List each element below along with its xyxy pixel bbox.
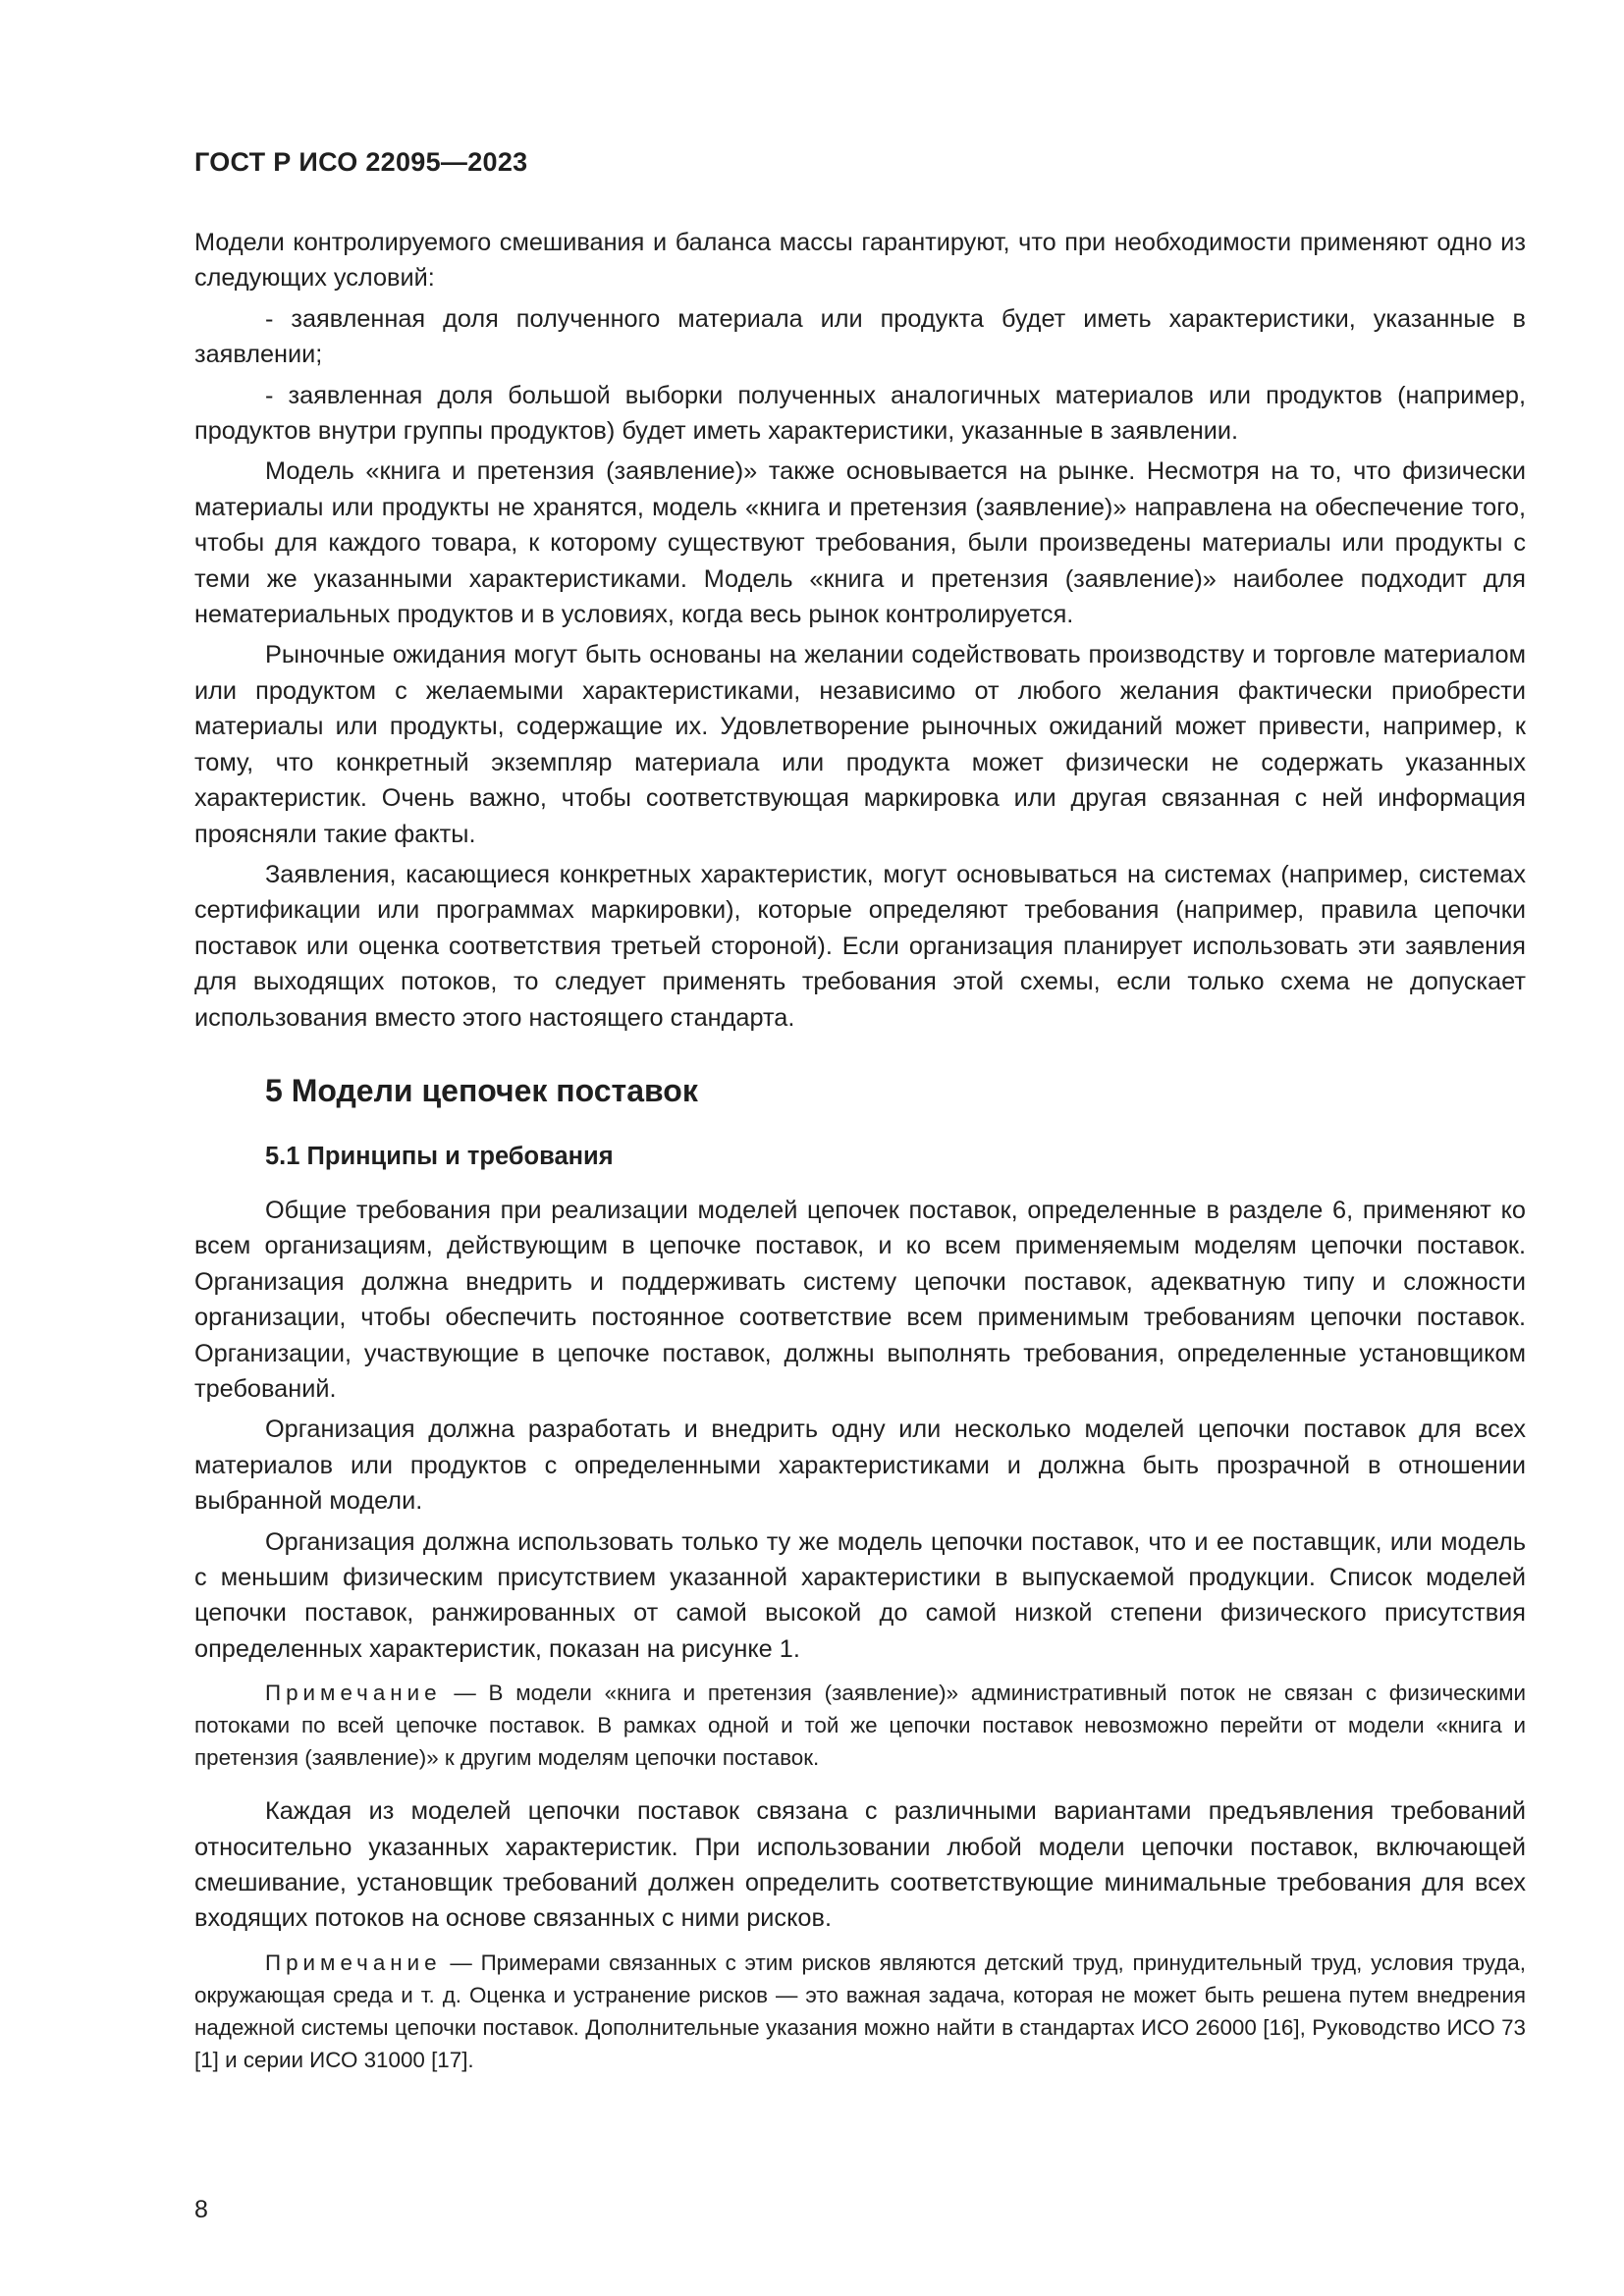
note-2 [194, 1947, 1526, 2076]
section-paragraph: Организация должна разработать и внедрить одну или несколько моделей цепочки поставок для всех материалов или продуктов с определенными характеристиками и должна быть прозрачной в отношении выбранной модели. [194, 1415, 1526, 1516]
page-number: 8 [194, 2196, 208, 2223]
note-text: — Примерами связанных с этим рисков являются детский труд, принудительный труд, условия труда, окружающая среда и т. д. Оценка и устранение рисков — это важная задача, которая не может быть решена путем внедрения надежной системы цепочки поставок. Дополнительные указания можно найти в стандартах ИСО 26000 [16], Руководство ИСО 73 [1] и серии ИСО 31000 [17]. [194, 1949, 1526, 2072]
intro-paragraph: Модели контролируемого смешивания и баланса массы гарантируют, что при необходимости применяют одно из следующих условий: [194, 229, 1526, 293]
intro-paragraph: Модель «книга и претензия (заявление)» также основывается на рынке. Несмотря на то, что физически материалы или продукты не хранятся, модель «книга и претензия (заявление)» направлена на обеспечение того, чтобы для каждого товара, к которому существуют требования, были произведены материалы или продукты с теми же указанными характеристиками. Модель «книга и претензия (заявление)» наиболее подходит для нематериальных продуктов и в условиях, когда весь рынок контролируется. [194, 457, 1526, 629]
section-paragraph: Организация должна использовать только ту же модель цепочки поставок, что и ее поставщик, или модель с меньшим физическим присутствием указанной характеристики в выпускаемой продукции. Список моделей цепочки поставок, ранжированных от самой высокой до самой низкой степени физического присутствия определенных характеристик, показан на рисунке 1. [194, 1527, 1526, 1663]
subsection-title: 5.1 Принципы и требования [265, 1142, 614, 1170]
intro-paragraph: Заявления, касающиеся конкретных характеристик, могут основываться на системах (например, системах сертификации или программах маркировки), которые определяют требования (например, правила цепочки поставок или оценка соответствия третьей стороной). Если организация планирует использовать эти заявления для выходящих потоков, то следует применять требования этой схемы, если только схема не допускает использования вместо этого настоящего стандарта. [194, 860, 1526, 1032]
intro-list-item: - заявленная доля полученного материала или продукта будет иметь характеристики, указанные в заявлении; [194, 304, 1526, 369]
note-text: — В модели «книга и претензия (заявление)» административный поток не связан с физическими потоками по всей цепочке поставок. В рамках одной и той же цепочки поставок невозможно перейти от модели «книга и претензия (заявление)» к другим моделям цепочки поставок. [194, 1681, 1526, 1771]
note-label: Примечание [265, 1949, 442, 1975]
document-page [194, 147, 1526, 2096]
note-label: Примечание [265, 1681, 442, 1706]
document-header: ГОСТ Р ИСО 22095—2023 [194, 147, 528, 177]
intro-paragraph: Рыночные ожидания могут быть основаны на желании содействовать производству и торговле материалом или продуктом с желаемыми характеристиками, независимо от любого желания фактически приобрести материалы или продукты, содержащие их. Удовлетворение рыночных ожиданий может привести, например, к тому, что конкретный экземпляр материала или продукта может физически не содержать указанных характеристик. Очень важно, чтобы соответствующая маркировка или другая связанная с ней информация проясняли такие факты. [194, 641, 1526, 848]
section-title: 5 Модели цепочек поставок [265, 1072, 698, 1108]
section-paragraph: Общие требования при реализации моделей цепочек поставок, определенные в разделе 6, применяют ко всем организациям, действующим в цепочке поставок, и ко всем применяемым моделям цепочки поставок. Организация должна внедрить и поддерживать систему цепочки поставок, адекватную типу и сложности организации, чтобы обеспечить постоянное соответствие всем применимым требованиям цепочки поставок. Организации, участвующие в цепочке поставок, должны выполнять требования, определенные установщиком требований. [194, 1196, 1526, 1403]
section-paragraph: Каждая из моделей цепочки поставок связана с различными вариантами предъявления требований относительно указанных характеристик. При использовании любой модели цепочки поставок, включающей смешивание, установщик требований должен определить соответствующие минимальные требования для всех входящих потоков на основе связанных с ними рисков. [194, 1797, 1526, 1933]
note-1 [194, 1677, 1526, 1774]
intro-list-item: - заявленная доля большой выборки полученных аналогичных материалов или продуктов (например, продуктов внутри группы продуктов) будет иметь характеристики, указанные в заявлении. [194, 381, 1526, 446]
